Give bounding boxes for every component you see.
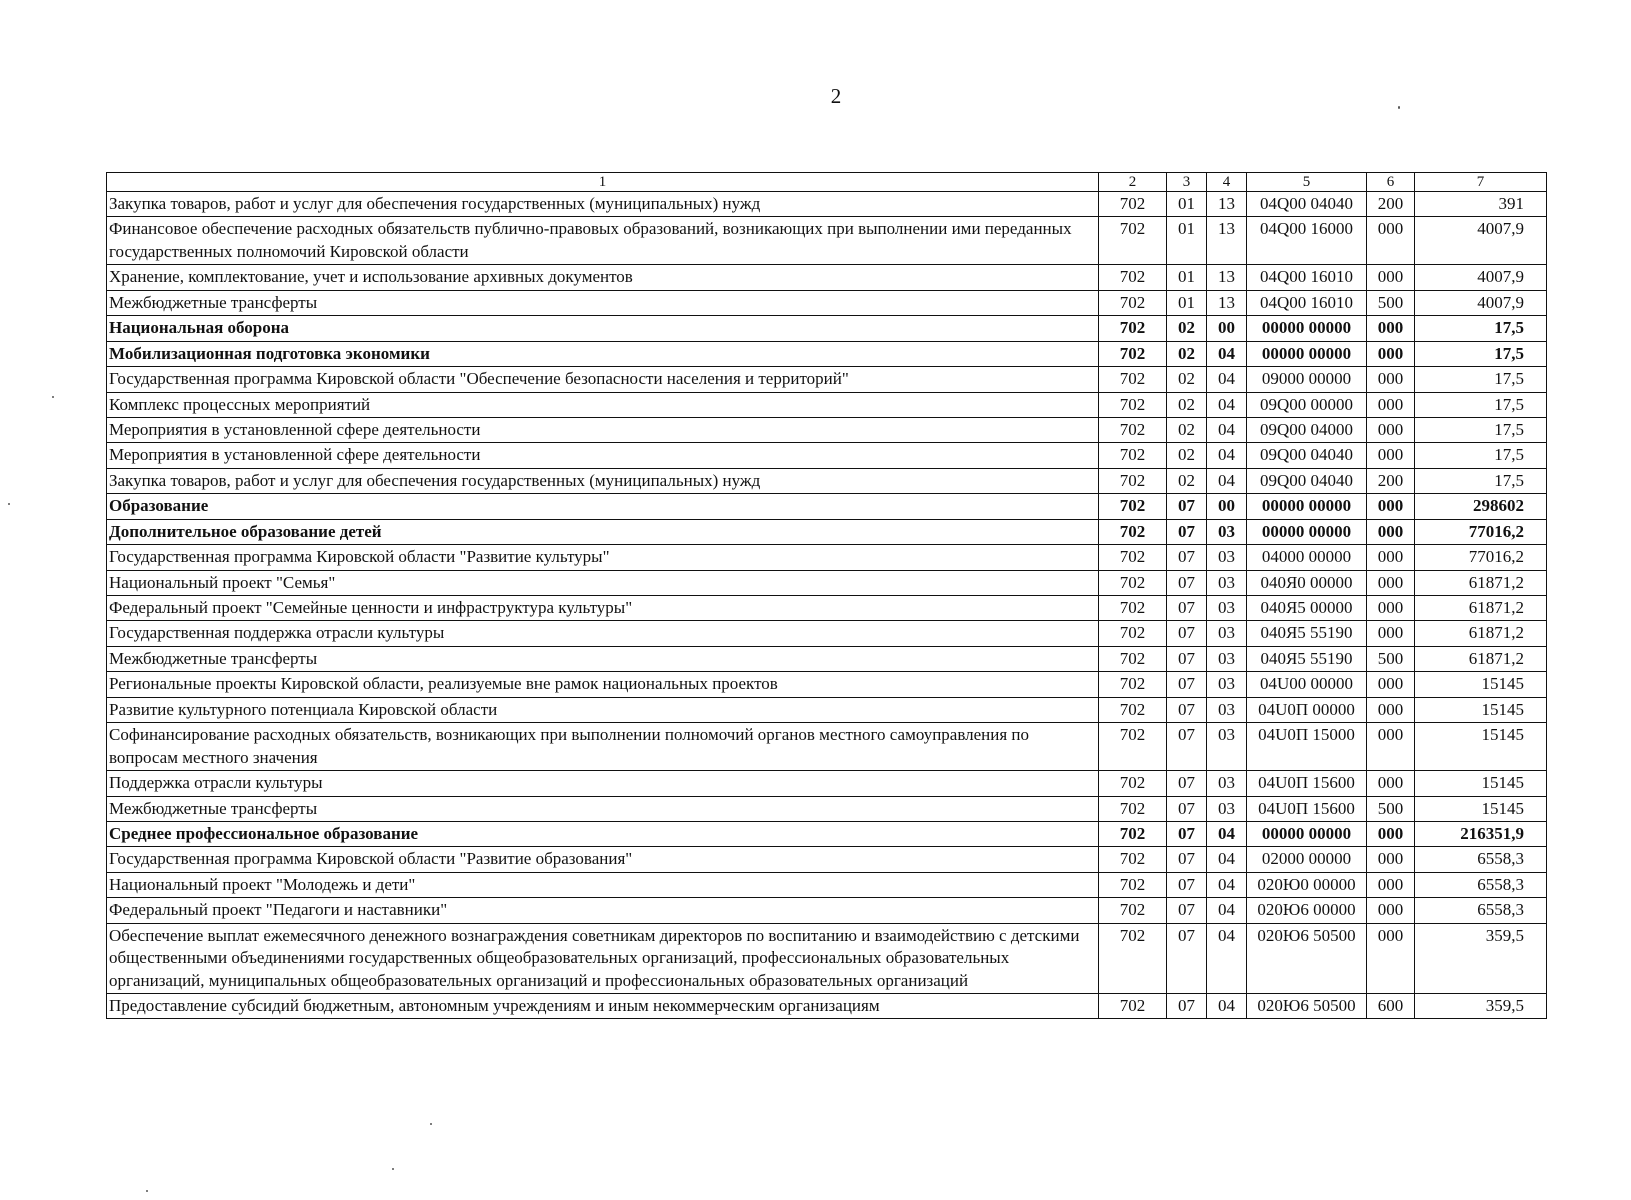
row-col3-cell: 07 [1167,898,1207,923]
header-cell: 3 [1167,173,1207,192]
row-col6-cell: 000 [1367,316,1415,341]
row-col2-cell: 702 [1099,872,1167,897]
table-row [107,672,1547,697]
row-name-cell: Государственная программа Кировской области "Развитие культуры" [107,545,1099,570]
row-col3-cell: 02 [1167,367,1207,392]
row-col7-cell: 216351,9 [1415,821,1547,846]
row-name-cell: Федеральный проект "Семейные ценности и инфраструктура культуры" [107,596,1099,621]
header-cell: 7 [1415,173,1547,192]
row-col5-cell: 00000 00000 [1247,316,1367,341]
row-col5-cell: 020Ю6 50500 [1247,923,1367,993]
scan-speck [1398,106,1400,109]
row-col5-cell: 02000 00000 [1247,847,1367,872]
row-col5-cell: 09000 00000 [1247,367,1367,392]
row-col7-cell: 4007,9 [1415,290,1547,315]
row-col4-cell: 13 [1207,217,1247,265]
table-row [107,290,1547,315]
row-col3-cell: 07 [1167,923,1207,993]
row-col4-cell: 03 [1207,621,1247,646]
row-col4-cell: 13 [1207,265,1247,290]
row-col5-cell: 020Ю0 00000 [1247,872,1367,897]
row-name-cell: Государственная программа Кировской области "Обеспечение безопасности населения и территорий" [107,367,1099,392]
row-col7-cell: 17,5 [1415,316,1547,341]
row-col2-cell: 702 [1099,367,1167,392]
row-col4-cell: 03 [1207,545,1247,570]
table-row [107,923,1547,993]
row-col5-cell: 04000 00000 [1247,545,1367,570]
table-row [107,217,1547,265]
row-col3-cell: 02 [1167,417,1207,442]
row-col2-cell: 702 [1099,468,1167,493]
row-col6-cell: 000 [1367,872,1415,897]
row-col2-cell: 702 [1099,519,1167,544]
row-col2-cell: 702 [1099,217,1167,265]
row-col4-cell: 03 [1207,570,1247,595]
scan-speck [52,396,54,398]
row-col6-cell: 000 [1367,723,1415,771]
row-col6-cell: 000 [1367,923,1415,993]
row-col3-cell: 07 [1167,796,1207,821]
row-col4-cell: 00 [1207,494,1247,519]
row-col4-cell: 04 [1207,341,1247,366]
row-col3-cell: 02 [1167,316,1207,341]
row-col7-cell: 15145 [1415,697,1547,722]
row-col6-cell: 000 [1367,519,1415,544]
table-row [107,316,1547,341]
row-col5-cell: 04Q00 04040 [1247,192,1367,217]
row-name-cell: Национальный проект "Семья" [107,570,1099,595]
row-name-cell: Межбюджетные трансферты [107,796,1099,821]
row-col4-cell: 13 [1207,192,1247,217]
table-row [107,872,1547,897]
row-col6-cell: 000 [1367,417,1415,442]
row-col6-cell: 000 [1367,697,1415,722]
row-col6-cell: 000 [1367,367,1415,392]
table-row [107,898,1547,923]
row-col3-cell: 07 [1167,672,1207,697]
row-col4-cell: 04 [1207,847,1247,872]
row-col7-cell: 4007,9 [1415,217,1547,265]
table-header-row [107,173,1547,192]
row-col2-cell: 702 [1099,443,1167,468]
row-col5-cell: 09Q00 04000 [1247,417,1367,442]
row-name-cell: Федеральный проект "Педагоги и наставники" [107,898,1099,923]
row-col7-cell: 6558,3 [1415,898,1547,923]
row-name-cell: Закупка товаров, работ и услуг для обеспечения государственных (муниципальных) нужд [107,468,1099,493]
row-col7-cell: 17,5 [1415,392,1547,417]
row-col5-cell: 020Ю6 50500 [1247,994,1367,1019]
row-name-cell: Предоставление субсидий бюджетным, автономным учреждениям и иным некоммерческим организациям [107,994,1099,1019]
row-name-cell: Национальный проект "Молодежь и дети" [107,872,1099,897]
row-col6-cell: 000 [1367,443,1415,468]
scan-speck [430,1123,432,1125]
row-col2-cell: 702 [1099,847,1167,872]
table-row [107,519,1547,544]
table-row [107,265,1547,290]
table-row [107,646,1547,671]
row-col3-cell: 02 [1167,443,1207,468]
row-col4-cell: 04 [1207,898,1247,923]
row-col2-cell: 702 [1099,192,1167,217]
row-col6-cell: 000 [1367,821,1415,846]
table-row [107,596,1547,621]
row-col3-cell: 02 [1167,341,1207,366]
row-col6-cell: 500 [1367,646,1415,671]
row-name-cell: Обеспечение выплат ежемесячного денежного вознаграждения советникам директоров по воспитанию и взаимодействию с детскими общественными объединениями государственных общеобразовательных организаций, профессиональных образовательных организаций, муниципальных общеобразовательных организаций и профессиональных образовательных организаций [107,923,1099,993]
row-name-cell: Межбюджетные трансферты [107,290,1099,315]
table-row [107,621,1547,646]
row-col3-cell: 07 [1167,621,1207,646]
row-col2-cell: 702 [1099,265,1167,290]
scan-speck [392,1168,394,1170]
row-col3-cell: 07 [1167,545,1207,570]
table-row [107,192,1547,217]
row-col5-cell: 040Я5 55190 [1247,646,1367,671]
row-col4-cell: 04 [1207,923,1247,993]
row-col4-cell: 04 [1207,367,1247,392]
row-col7-cell: 15145 [1415,672,1547,697]
row-col2-cell: 702 [1099,316,1167,341]
row-col7-cell: 15145 [1415,723,1547,771]
row-col3-cell: 07 [1167,847,1207,872]
row-col3-cell: 01 [1167,217,1207,265]
table-row [107,443,1547,468]
row-name-cell: Финансовое обеспечение расходных обязательств публично-правовых образований, возникающих при выполнении ими переданных государственных полномочий Кировской области [107,217,1099,265]
row-col7-cell: 298602 [1415,494,1547,519]
row-col2-cell: 702 [1099,796,1167,821]
row-col5-cell: 00000 00000 [1247,494,1367,519]
row-name-cell: Закупка товаров, работ и услуг для обеспечения государственных (муниципальных) нужд [107,192,1099,217]
row-col5-cell: 040Я5 55190 [1247,621,1367,646]
row-col2-cell: 702 [1099,392,1167,417]
row-col7-cell: 15145 [1415,771,1547,796]
table-row [107,392,1547,417]
row-col2-cell: 702 [1099,672,1167,697]
row-col3-cell: 07 [1167,994,1207,1019]
row-col6-cell: 000 [1367,570,1415,595]
row-col6-cell: 000 [1367,341,1415,366]
scan-speck [8,503,10,505]
row-col5-cell: 04U00 00000 [1247,672,1367,697]
row-col3-cell: 02 [1167,392,1207,417]
page-number: 2 [830,84,842,108]
row-col5-cell: 09Q00 04040 [1247,443,1367,468]
row-col6-cell: 000 [1367,771,1415,796]
row-col2-cell: 702 [1099,494,1167,519]
row-col3-cell: 02 [1167,468,1207,493]
row-col4-cell: 04 [1207,994,1247,1019]
row-name-cell: Хранение, комплектование, учет и использование архивных документов [107,265,1099,290]
row-name-cell: Межбюджетные трансферты [107,646,1099,671]
row-col5-cell: 04U0П 15600 [1247,771,1367,796]
table-row [107,847,1547,872]
row-col4-cell: 13 [1207,290,1247,315]
header-cell: 2 [1099,173,1167,192]
row-col2-cell: 702 [1099,697,1167,722]
row-col7-cell: 61871,2 [1415,596,1547,621]
row-name-cell: Развитие культурного потенциала Кировской области [107,697,1099,722]
row-col3-cell: 07 [1167,570,1207,595]
row-col7-cell: 15145 [1415,796,1547,821]
table-row [107,417,1547,442]
row-col5-cell: 00000 00000 [1247,341,1367,366]
row-col7-cell: 391 [1415,192,1547,217]
row-col3-cell: 07 [1167,494,1207,519]
row-col5-cell: 04Q00 16010 [1247,265,1367,290]
row-col6-cell: 000 [1367,847,1415,872]
scan-speck [146,1190,148,1192]
row-col7-cell: 17,5 [1415,417,1547,442]
row-col4-cell: 04 [1207,821,1247,846]
row-name-cell: Мобилизационная подготовка экономики [107,341,1099,366]
row-col3-cell: 07 [1167,646,1207,671]
row-col5-cell: 00000 00000 [1247,821,1367,846]
row-name-cell: Поддержка отрасли культуры [107,771,1099,796]
budget-table [106,172,1547,1019]
row-col2-cell: 702 [1099,723,1167,771]
row-col4-cell: 03 [1207,697,1247,722]
row-col4-cell: 04 [1207,392,1247,417]
row-col6-cell: 500 [1367,290,1415,315]
row-col5-cell: 04Q00 16000 [1247,217,1367,265]
row-name-cell: Государственная поддержка отрасли культуры [107,621,1099,646]
row-col4-cell: 04 [1207,468,1247,493]
header-cell: 4 [1207,173,1247,192]
row-col3-cell: 07 [1167,821,1207,846]
row-col7-cell: 4007,9 [1415,265,1547,290]
row-col3-cell: 01 [1167,192,1207,217]
row-col2-cell: 702 [1099,545,1167,570]
table-row [107,494,1547,519]
row-col7-cell: 17,5 [1415,468,1547,493]
row-col7-cell: 359,5 [1415,923,1547,993]
row-col5-cell: 09Q00 04040 [1247,468,1367,493]
row-col7-cell: 17,5 [1415,443,1547,468]
row-col3-cell: 07 [1167,596,1207,621]
row-col2-cell: 702 [1099,646,1167,671]
row-col3-cell: 07 [1167,771,1207,796]
row-col3-cell: 07 [1167,723,1207,771]
row-col4-cell: 00 [1207,316,1247,341]
table-row [107,697,1547,722]
row-name-cell: Региональные проекты Кировской области, реализуемые вне рамок национальных проектов [107,672,1099,697]
row-name-cell: Национальная оборона [107,316,1099,341]
row-col7-cell: 61871,2 [1415,570,1547,595]
row-col2-cell: 702 [1099,621,1167,646]
row-name-cell: Софинансирование расходных обязательств, возникающих при выполнении полномочий органов местного самоуправления по вопросам местного значения [107,723,1099,771]
row-col5-cell: 00000 00000 [1247,519,1367,544]
row-name-cell: Комплекс процессных мероприятий [107,392,1099,417]
row-col6-cell: 000 [1367,621,1415,646]
row-col7-cell: 61871,2 [1415,646,1547,671]
row-col4-cell: 03 [1207,646,1247,671]
row-col2-cell: 702 [1099,596,1167,621]
row-col7-cell: 6558,3 [1415,872,1547,897]
row-col6-cell: 000 [1367,494,1415,519]
row-col5-cell: 040Я5 00000 [1247,596,1367,621]
row-col5-cell: 040Я0 00000 [1247,570,1367,595]
row-name-cell: Государственная программа Кировской области "Развитие образования" [107,847,1099,872]
row-col5-cell: 04U0П 00000 [1247,697,1367,722]
row-col2-cell: 702 [1099,923,1167,993]
row-col4-cell: 04 [1207,872,1247,897]
row-col4-cell: 03 [1207,723,1247,771]
row-col2-cell: 702 [1099,821,1167,846]
row-col2-cell: 702 [1099,290,1167,315]
row-name-cell: Среднее профессиональное образование [107,821,1099,846]
row-col4-cell: 03 [1207,672,1247,697]
header-cell: 5 [1247,173,1367,192]
row-col2-cell: 702 [1099,898,1167,923]
row-col4-cell: 04 [1207,417,1247,442]
row-col6-cell: 000 [1367,545,1415,570]
row-col2-cell: 702 [1099,771,1167,796]
table-row [107,545,1547,570]
row-col2-cell: 702 [1099,570,1167,595]
header-cell: 1 [107,173,1099,192]
row-col6-cell: 000 [1367,898,1415,923]
row-col3-cell: 07 [1167,872,1207,897]
table-row [107,796,1547,821]
table-row [107,821,1547,846]
row-col6-cell: 500 [1367,796,1415,821]
row-col5-cell: 020Ю6 00000 [1247,898,1367,923]
row-col2-cell: 702 [1099,994,1167,1019]
row-col4-cell: 04 [1207,443,1247,468]
row-name-cell: Мероприятия в установленной сфере деятельности [107,443,1099,468]
row-col6-cell: 000 [1367,596,1415,621]
row-col4-cell: 03 [1207,796,1247,821]
row-col4-cell: 03 [1207,771,1247,796]
table-row [107,723,1547,771]
row-col2-cell: 702 [1099,341,1167,366]
row-col5-cell: 04U0П 15000 [1247,723,1367,771]
row-col6-cell: 000 [1367,217,1415,265]
row-col7-cell: 17,5 [1415,367,1547,392]
row-col7-cell: 77016,2 [1415,545,1547,570]
row-col6-cell: 600 [1367,994,1415,1019]
table-row [107,994,1547,1019]
row-col6-cell: 000 [1367,672,1415,697]
row-col7-cell: 359,5 [1415,994,1547,1019]
header-cell: 6 [1367,173,1415,192]
table-row [107,771,1547,796]
row-col5-cell: 09Q00 00000 [1247,392,1367,417]
row-col7-cell: 77016,2 [1415,519,1547,544]
row-col7-cell: 17,5 [1415,341,1547,366]
row-col3-cell: 01 [1167,290,1207,315]
table-row [107,570,1547,595]
row-col4-cell: 03 [1207,519,1247,544]
row-col3-cell: 07 [1167,519,1207,544]
row-col5-cell: 04Q00 16010 [1247,290,1367,315]
row-name-cell: Дополнительное образование детей [107,519,1099,544]
row-col4-cell: 03 [1207,596,1247,621]
row-name-cell: Мероприятия в установленной сфере деятельности [107,417,1099,442]
row-col6-cell: 000 [1367,392,1415,417]
table-row [107,468,1547,493]
row-col3-cell: 01 [1167,265,1207,290]
table-row [107,341,1547,366]
row-col6-cell: 000 [1367,265,1415,290]
row-col6-cell: 200 [1367,468,1415,493]
row-col6-cell: 200 [1367,192,1415,217]
row-col2-cell: 702 [1099,417,1167,442]
table-row [107,367,1547,392]
row-col3-cell: 07 [1167,697,1207,722]
row-col5-cell: 04U0П 15600 [1247,796,1367,821]
row-name-cell: Образование [107,494,1099,519]
row-col7-cell: 61871,2 [1415,621,1547,646]
row-col7-cell: 6558,3 [1415,847,1547,872]
